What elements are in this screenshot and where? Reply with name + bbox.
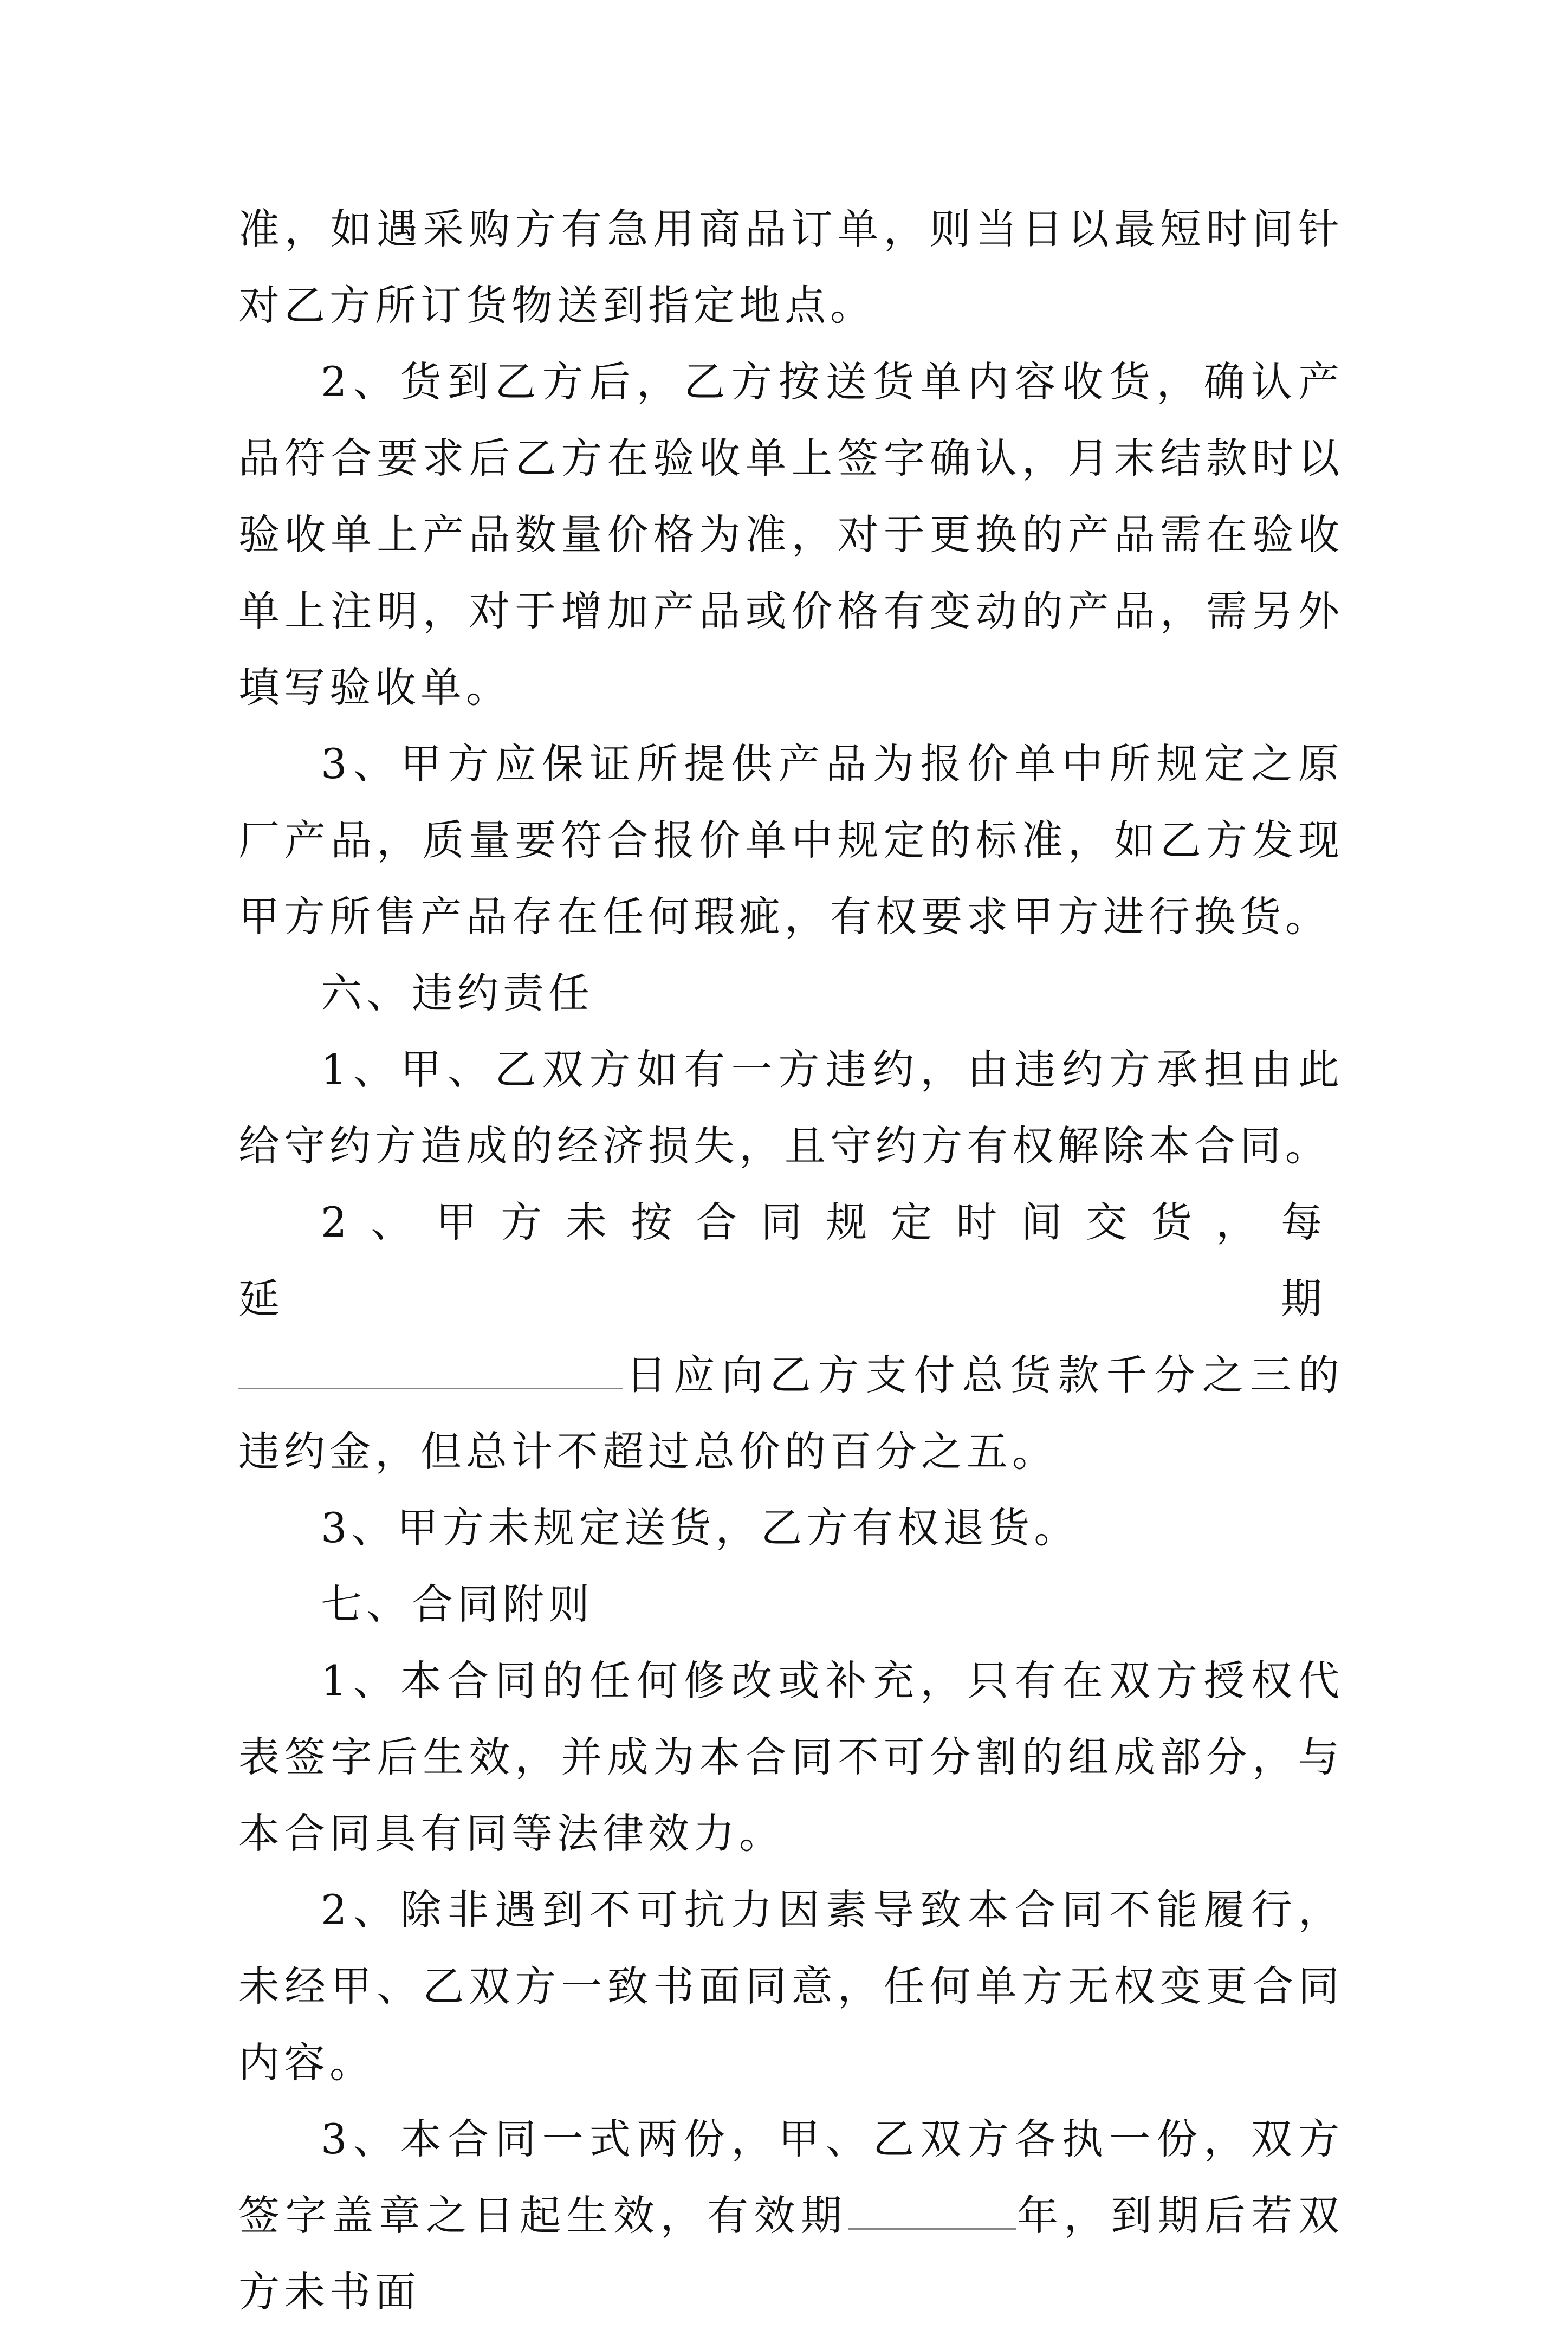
blank-years-field[interactable] bbox=[848, 2190, 1016, 2230]
clause-force-majeure: 2、除非遇到不可抗力因素导致本合同不能履行，未经甲、乙双方一致书面同意，任何单方无权变更合同内容。 bbox=[238, 1886, 1344, 2087]
document-body bbox=[238, 191, 1344, 2330]
clause-return-right: 3、甲方未规定送货，乙方有权退货。 bbox=[321, 1504, 1080, 1552]
clause-late-delivery bbox=[238, 1184, 1344, 1490]
section-heading-appendix: 七、合同附则 bbox=[321, 1580, 594, 1628]
clause-receiving: 2、货到乙方后，乙方按送货单内容收货，确认产品符合要求后乙方在验收单上签字确认，月末结款时以验收单上产品数量价格为准，对于更换的产品需在验收单上注明，对于增加产品或价格有变动的产品，需另外填写验收单。 bbox=[238, 358, 1344, 711]
clause-breach-loss: 1、甲、乙双方如有一方违约，由违约方承担由此给守约方造成的经济损失，且守约方有权解除本合同。 bbox=[238, 1045, 1344, 1170]
blank-days-field[interactable] bbox=[238, 1350, 623, 1389]
clause-copies-validity-text: 3、本合同一式两份，甲、乙双方各执一份，双方签字盖章之日起生效，有效期 bbox=[238, 2115, 1344, 2240]
clause-copies-validity bbox=[238, 2101, 1344, 2330]
section-heading-liability: 六、违约责任 bbox=[321, 969, 594, 1017]
clause-product-quality: 3、甲方应保证所提供产品为报价单中所规定之原厂产品，质量要符合报价单中规定的标准，如乙方发现甲方所售产品存在任何瑕疵，有权要求甲方进行换货。 bbox=[238, 740, 1344, 941]
clause-copies-validity-rest: 年，到期后若双方未书面 bbox=[238, 2191, 1344, 2316]
paragraph-delivery-standard: 准，如遇采购方有急用商品订单，则当日以最短时间针对乙方所订货物送到指定地点。 bbox=[238, 205, 1344, 329]
clause-late-delivery-line1: 2、甲方未按合同规定时间交货，每延期 bbox=[238, 1198, 1344, 1323]
clause-amendment: 1、本合同的任何修改或补充，只有在双方授权代表签字后生效，并成为本合同不可分割的组成部分，与本合同具有同等法律效力。 bbox=[238, 1656, 1344, 1857]
clause-late-delivery-rest: 日应向乙方支付总货款千分之三的违约金，但总计不超过总价的百分之五。 bbox=[238, 1351, 1344, 1475]
